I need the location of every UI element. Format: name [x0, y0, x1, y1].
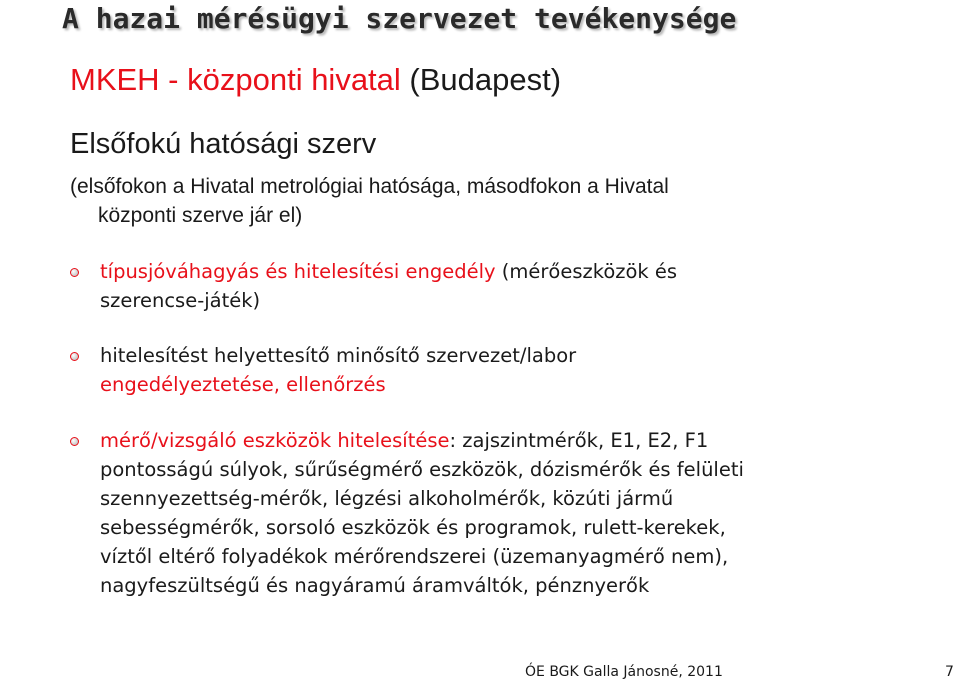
authority-heading: Elsőfokú hatósági szerv [70, 128, 377, 160]
bullet-line [70, 257, 950, 286]
footer-credit: ÓE BGK Galla Jánosné, 2011 [525, 664, 723, 680]
bullet-item-substitute-qualification [70, 341, 950, 399]
mkeh-location: (Budapest) [400, 62, 562, 97]
bullet-line [70, 426, 950, 455]
mkeh-heading [70, 62, 561, 98]
bullet-icon [70, 352, 79, 361]
bullet-item-type-approval [70, 257, 950, 315]
bullet-line: sebességmérők, sorsoló eszközök és programok, rulett-kerekek, [100, 516, 726, 539]
authority-note [70, 172, 669, 230]
bullet-red-text: típusjóváhagyás és hitelesítési engedély [100, 260, 496, 283]
mkeh-name: MKEH - központi hivatal [70, 62, 401, 97]
bullet-line: hitelesítést helyettesítő minősítő szervezet/labor [100, 344, 577, 367]
authority-note-line1: (elsőfokon a Hivatal metrológiai hatósága, másodfokon a Hivatal [70, 175, 669, 198]
bullet-icon [70, 268, 79, 277]
bullet-text: (mérőeszközök és [495, 260, 678, 283]
bullet-item-instrument-verification [70, 426, 950, 600]
bullet-red-text: mérő/vizsgáló eszközök hitelesítése [100, 429, 450, 452]
bullet-line: víztől eltérő folyadékok mérőrendszerei (üzemanyagmérő nem), [100, 545, 729, 568]
slide-title: A hazai mérésügyi szervezet tevékenysége [62, 2, 737, 35]
authority-note-line2: központi szerve jár el) [98, 204, 303, 227]
bullet-line: engedélyeztetése, ellenőrzés [100, 373, 386, 396]
bullet-text: : zajszintmérők, E1, E2, F1 [449, 429, 709, 452]
bullet-line: szennyezettség-mérők, légzési alkoholmérők, közúti jármű [100, 487, 674, 510]
page-number: 7 [945, 664, 954, 680]
bullet-icon [70, 437, 79, 446]
bullet-line: nagyfeszültségű és nagyáramú áramváltók, pénznyerők [100, 574, 650, 597]
bullet-line: pontosságú súlyok, sűrűségmérő eszközök, dózismérők és felületi [100, 458, 744, 481]
bullet-line: szerencse-játék) [100, 289, 261, 312]
